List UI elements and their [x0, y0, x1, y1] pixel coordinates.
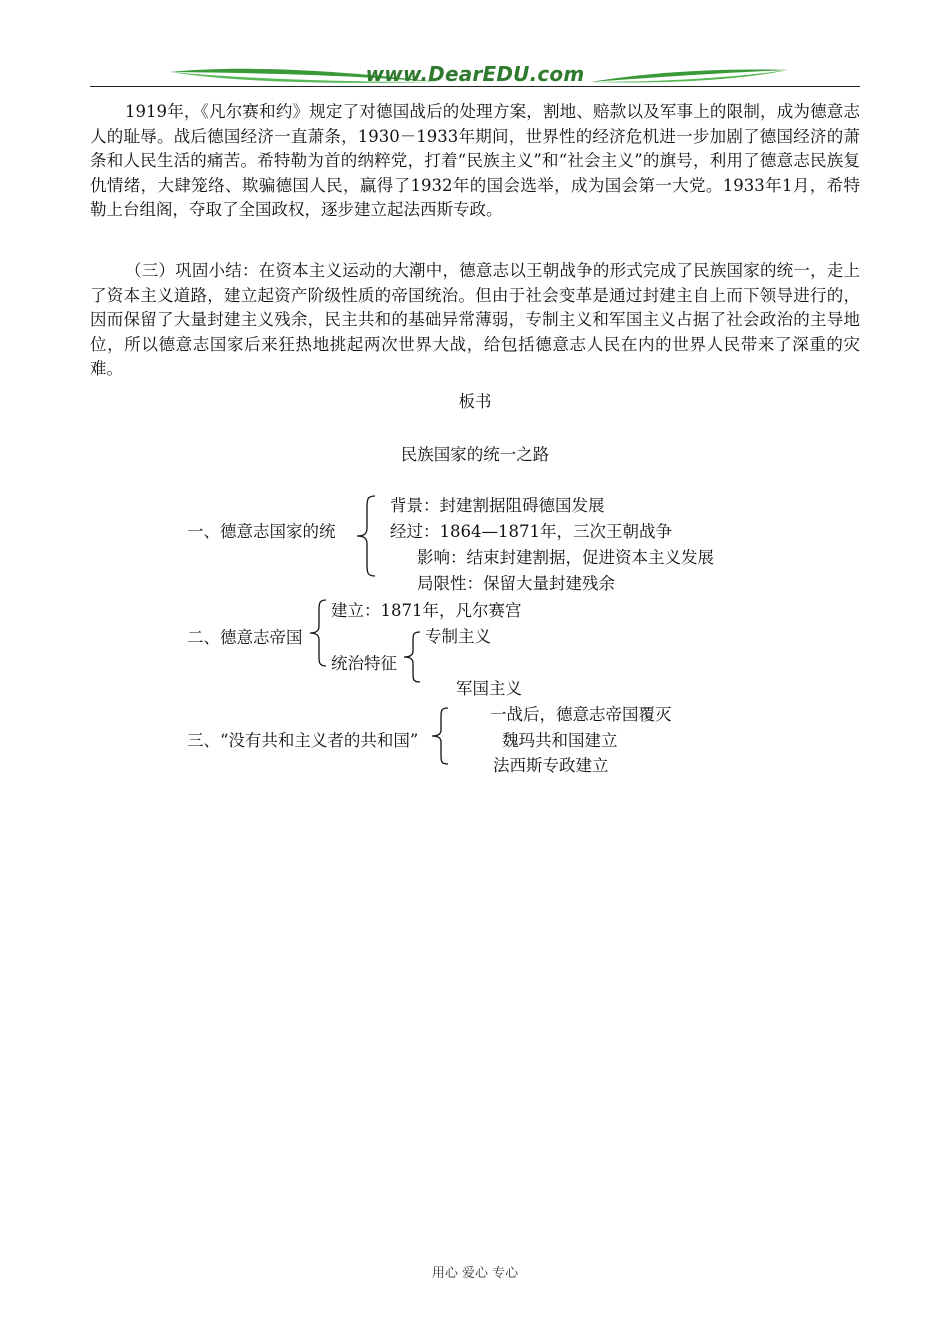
header-rule	[90, 86, 860, 87]
section-3-item-empire-fall: 一战后，德意志帝国覆灭	[490, 705, 672, 724]
paragraph-treaty-of-versailles: 1919年，《凡尔赛和约》规定了对德国战后的处理方案，割地、赔款以及军事上的限制，成为德意志人的耻辱。战后德国经济一直萧条，1930－1933年期间，世界性的经济危机进一步加剧了德国经济的萧条和人民生活的痛苦。希特勒为首的纳粹党，打着“民族主义”和“社会主义”的旗号，利用了德意志民族复仇情绪，大肆笼络、欺骗德国人民，赢得了1932年的国会选举，成为国会第一大党。1933年1月，希特勒上台组阁，夺取了全国政权，逐步建立起法西斯专政。	[90, 102, 860, 220]
page-header	[90, 60, 860, 90]
section-2-features-brace-icon	[402, 630, 422, 684]
paragraph-summary: （三）巩固小结：在资本主义运动的大潮中，德意志以王朝战争的形式完成了民族国家的统一，走上了资本主义道路，建立起资产阶级性质的帝国统治。但由于社会变革是通过封建主自上而下领导进行的，因而保留了大量封建主义残余，民主共和的基础异常薄弱，专制主义和军国主义占据了社会政治的主导地位，所以德意志国家后来狂热地挑起两次世界大战，给包括德意志人民在内的世界人民带来了深重的灾难。	[90, 261, 860, 379]
board-title: 民族国家的统一之路	[400, 445, 550, 464]
section-1-item-impact: 影响：结束封建割据，促进资本主义发展	[417, 548, 714, 567]
section-3-brace-icon	[430, 706, 450, 766]
section-2-feature-autocracy: 专制主义	[425, 627, 491, 646]
section-2-brace-icon	[308, 598, 328, 668]
section-2-label: 二、德意志帝国	[187, 628, 303, 647]
section-3-item-fascism: 法西斯专政建立	[493, 756, 609, 775]
section-2-established: 建立：1871年，凡尔赛宫	[331, 601, 522, 620]
section-1-item-limitation: 局限性：保留大量封建残余	[417, 574, 615, 593]
right-swoosh-icon	[590, 64, 790, 88]
section-1-item-background: 背景：封建割据阻碍德国发展	[390, 496, 605, 515]
section-3-label: 三、“没有共和主义者的共和国”	[187, 731, 419, 750]
section-2-feature-militarism: 军国主义	[456, 679, 522, 698]
page-footer: 用心 爱心 专心	[431, 1266, 519, 1281]
section-1-brace-icon	[355, 494, 377, 578]
site-logo[interactable]: www.DearEDU.com	[365, 62, 585, 86]
section-1-label: 一、德意志国家的统	[187, 522, 336, 541]
board-heading: 板书	[458, 392, 492, 411]
section-3-item-weimar: 魏玛共和国建立	[502, 731, 618, 750]
section-2-features-label: 统治特征	[331, 654, 397, 673]
section-1-item-process: 经过：1864—1871年，三次王朝战争	[390, 522, 672, 541]
